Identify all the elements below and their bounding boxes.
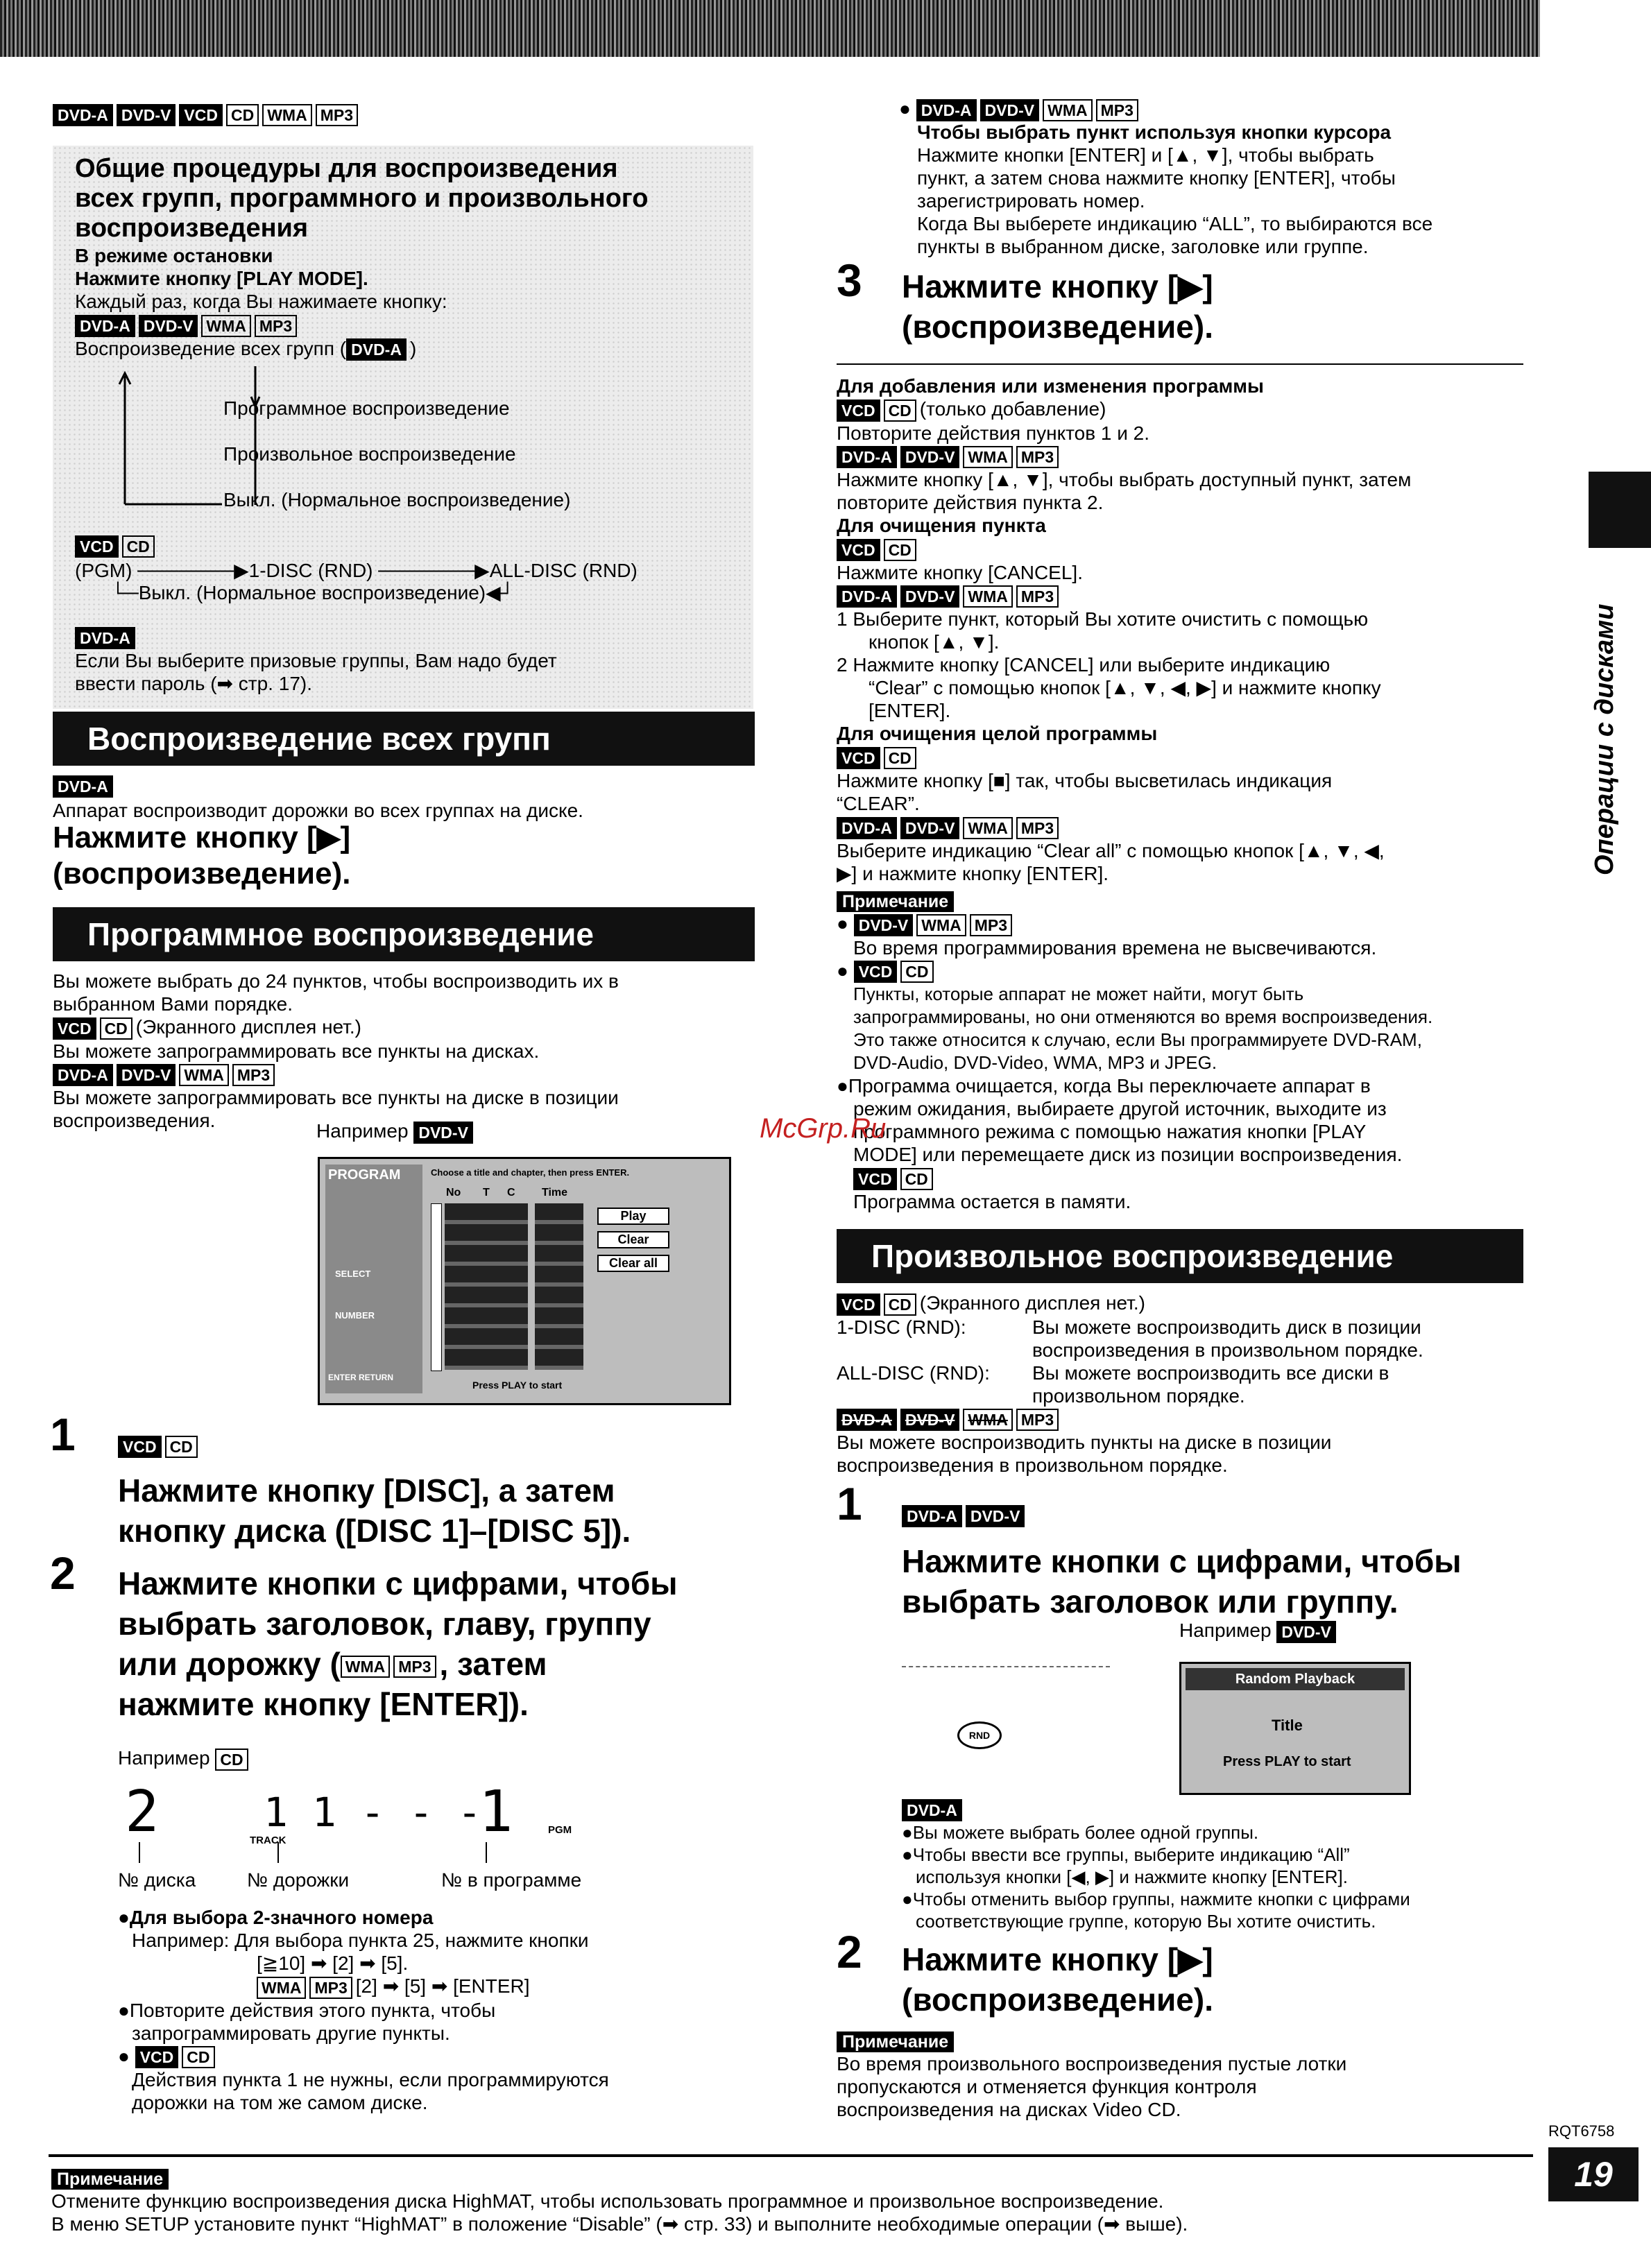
lcd-track: 1 1 - - - <box>264 1789 482 1836</box>
cd-cycle: (PGM) ───────▶1-DISC (RND) ───────▶ALL-DISC (RND) <box>75 560 638 581</box>
badge-cd: CD <box>226 104 259 126</box>
doc-code: RQT6758 <box>1548 2122 1615 2140</box>
all-groups-text: Аппарат воспроизводит дорожки во всех группах на диске. <box>53 800 583 821</box>
section-tab <box>1589 472 1651 548</box>
step3-play: Нажмите кнопку [▶] (воспроизведение). <box>902 268 1213 345</box>
program-screen: PROGRAM SELECT NUMBER ENTER RETURN Choose a title and chapter, then press ENTER. No T C Time Play Clear Clear all Press PLAY to start <box>318 1157 731 1405</box>
side-section-label: Операции с дисками <box>1590 603 1619 875</box>
bar-random: Произвольное воспроизведение <box>837 1229 1523 1283</box>
edit-program-help: Для добавления или изменения программы VCD CD (только добавление) Повторите действия пунктов 1 и 2. DVD-A DVD-V WMA MP3 Нажмите кнопку [▲, ▼], чтобы выбрать доступный пункт, затем повторите действия пункта 2. Для очищения пункта VCD CD Нажмите кнопку [CANCEL]. DVD-A DVD-V WMA MP3 1 Выберите пункт, который Вы хотите очистить с помощью кнопок [▲, ▼]. 2 Нажмите кнопку [CANCEL] или выберите индикацию “Clear” с помощью кнопок [▲, ▼, ◀, ▶] и нажмите кнопку [ENTER]. Для очищения целой программы VCD CD Нажмите кнопку [■] так, чтобы высветилась индикация “CLEAR”. DVD-A DVD-V WMA MP3 Выберите индикацию “Clear all” с помощью кнопок [▲, ▼, ◀, ▶] и нажмите кнопку [ENTER]. <box>837 375 1412 884</box>
page-number: 19 <box>1548 2147 1639 2201</box>
lcd-program: 1 <box>479 1779 513 1845</box>
all-groups-step: Нажмите кнопку [▶] (воспроизведение). <box>53 821 351 891</box>
format-badges-top <box>53 104 361 126</box>
cycle-arrows-dvd <box>83 369 222 515</box>
badge-vcd: VCD <box>179 104 223 126</box>
footer-note: Примечание Отмените функцию воспроизведения диска HighMAT, чтобы использовать программное и произвольное воспроизведение. В меню SETUP установите пункт “HighMAT” в положение “Disable” (➡ стр. 33) и выполните необходимые операции (➡ выше). <box>51 2170 1188 2235</box>
password-note: Если Вы выберите призовые группы, Вам надо будет ввести пароль (➡ стр. 17). <box>75 650 557 694</box>
bar-program: Программное воспроизведение <box>53 907 755 961</box>
program-step1: Нажмите кнопку [DISC], а затем кнопку диска ([DISC 1]–[DISC 5]). <box>118 1472 631 1549</box>
rnd-icon: RND <box>957 1721 1002 1749</box>
mode-programmed: Программное воспроизведение <box>223 397 510 419</box>
random-note: Примечание Во время произвольного воспроизведения пустые лотки пропускаются и отменяется функция контроля воспроизведения на дисках Video CD. <box>837 2032 1347 2120</box>
two-digit-help: ●Для выбора 2-значного номера Например: Для выбора пункта 25, нажмите кнопки [≧10] ➡ [2] ➡ [5]. WMA MP3 [2] ➡ [5] ➡ [ENTER] ●Повторите действия этого пункта, чтобы запрограммировать другие пункты. ● VCD CD Действия пункта 1 не нужны, если программируются дорожки на том же самом диске. <box>118 1907 609 2114</box>
watermark: McGrp.Ru <box>760 1113 887 1144</box>
random-screen: Random Playback Title Press PLAY to start <box>1179 1662 1411 1795</box>
badge-dvda: DVD-A <box>53 104 113 126</box>
mode-off: Выкл. (Нормальное воспроизведение) <box>223 489 571 510</box>
random-text: VCD CD (Экранного дисплея нет.) 1-DISC (RND): Вы можете воспроизводить диск в позиции воспроизведения в произвольном порядке. ALL-DISC (RND): Вы можете воспроизводить все диски в произвольном порядке. DVD-A DVD-V WMA MP3 Вы можете воспроизводить пункты на диске в позиции воспроизведения в произвольном порядке. <box>837 1292 1423 1477</box>
cursor-select-help: Чтобы выбрать пункт используя кнопки курсора Нажмите кнопки [ENTER] и [▲, ▼], чтобы выбрать пункт, а затем снова нажмите кнопку [ENTER], чтобы зарегистрировать номер. Когда Вы выберете индикацию “ALL”, то выбираются все пункты в выбранном диске, заголовке или группе. <box>917 121 1433 257</box>
bar-all-groups: Воспроизведение всех групп <box>53 712 755 766</box>
random-step2: Нажмите кнопку [▶] (воспроизведение). <box>902 1941 1213 2018</box>
badge-mp3: MP3 <box>316 104 358 126</box>
procedures-title: Общие процедуры для воспроизведения всех групп, программного и произвольного воспроизведения <box>75 154 649 243</box>
random-group-notes: DVD-A ●Вы можете выбрать более одной группы. ●Чтобы ввести все группы, выберите индикацию “All” используя кнопки [◀, ▶] и нажмите кнопку [ENTER]. ●Чтобы отменить выбор группы, нажмите кнопки с цифрами соответствующие группе, которую Вы хотите очистить. <box>902 1798 1410 1932</box>
mode-random: Произвольное воспроизведение <box>223 443 516 465</box>
scanned-noise-band <box>0 0 1540 57</box>
program-notes: Примечание ● DVD-V WMA MP3 Во время программирования времена не высвечиваются. ● VCD CD Пункты, которые аппарат не может найти, могут быть запрограммированы, но они отменяются во время воспроизведения. Это также относится к случаю, если Вы программируете DVD-RAM, DVD-Audio, DVD-Video, WMA, MP3 и JPEG. ●Программа очищается, когда Вы переключаете аппарат в режим ожидания, выбираете другой источник, выходите из программного режима с помощью нажатия кнопки [PLAY MODE] или перемещаете диск из позиции воспроизведения. VCD CD Программа остается в памяти. <box>837 892 1433 1212</box>
procedures-instructions: В режиме остановки Нажмите кнопку [PLAY MODE]. Каждый раз, когда Вы нажимаете кнопку: DVD-A DVD-V WMA MP3 Воспроизведение всех групп ( DVD-A ) <box>75 244 447 361</box>
program-text: Вы можете выбрать до 24 пунктов, чтобы воспроизводить их в выбранном Вами порядке. VCD CD (Экранного дисплея нет.) Вы можете запрограммировать все пункты на дисках. DVD-A DVD-V WMA MP3 Вы можете запрограммировать все пункты на диске в позиции воспроизведения. <box>53 970 619 1132</box>
badge-dvdv: DVD-V <box>117 104 176 126</box>
cycle-arrow-down <box>250 366 264 505</box>
random-step1: Нажмите кнопки с цифрами, чтобы выбрать заголовок или группу. <box>902 1543 1462 1620</box>
program-step2: Нажмите кнопки с цифрами, чтобы выбрать заголовок, главу, группу или дорожку ( WMA MP3 , затем нажмите кнопку [ENTER]). <box>118 1565 678 1722</box>
badge-wma: WMA <box>262 104 311 126</box>
lcd-disc: 2 <box>125 1779 160 1845</box>
